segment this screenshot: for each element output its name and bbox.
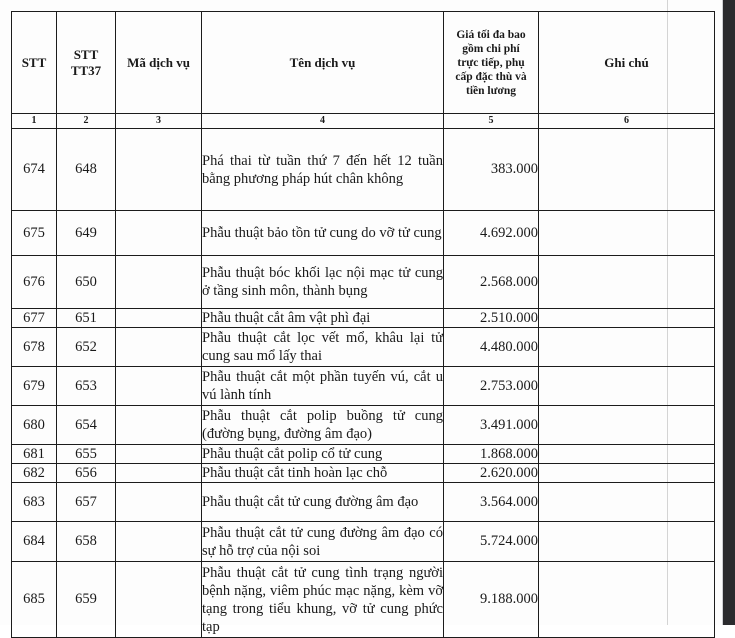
viewer-dark-edge	[723, 0, 735, 625]
cell-stt-tt37: 648	[57, 129, 116, 211]
cell-ten-dich-vu: Phẫu thuật cắt tử cung đường âm đạo có sự hỗ trợ của nội soi	[202, 522, 444, 562]
cell-ma-dich-vu	[116, 464, 202, 483]
cell-ten-dich-vu: Phẫu thuật cắt polip cổ tử cung	[202, 445, 444, 464]
header-ten-dich-vu: Tên dịch vụ	[202, 12, 444, 114]
cell-ten-dich-vu: Phẫu thuật cắt một phần tuyến vú, cắt u vú lành tính	[202, 367, 444, 406]
cell-gia: 383.000	[444, 129, 539, 211]
cell-ghi-chu	[539, 256, 715, 309]
cell-ghi-chu	[539, 309, 715, 328]
cell-stt: 675	[12, 211, 57, 256]
cell-gia: 3.564.000	[444, 483, 539, 522]
header-price-line: gồm chi phí	[462, 42, 520, 55]
cell-stt-tt37: 650	[57, 256, 116, 309]
cell-ghi-chu	[539, 367, 715, 406]
cell-gia: 2.753.000	[444, 367, 539, 406]
table-row	[12, 256, 715, 309]
cell-gia: 4.480.000	[444, 328, 539, 367]
cell-stt-tt37: 656	[57, 464, 116, 483]
table-row	[12, 445, 715, 464]
cell-stt: 681	[12, 445, 57, 464]
table-row	[12, 211, 715, 256]
cell-stt: 677	[12, 309, 57, 328]
cell-gia: 4.692.000	[444, 211, 539, 256]
cell-ten-dich-vu: Phẫu thuật cắt âm vật phì đại	[202, 309, 444, 328]
cell-ten-dich-vu: Phẫu thuật bảo tồn tử cung do vỡ tử cung	[202, 211, 444, 256]
table-row	[12, 367, 715, 406]
cell-ma-dich-vu	[116, 256, 202, 309]
cell-ghi-chu	[539, 562, 715, 638]
cell-ma-dich-vu	[116, 328, 202, 367]
table-row	[12, 129, 715, 211]
cell-stt-tt37: 659	[57, 562, 116, 638]
header-price-line: trực tiếp, phụ	[457, 56, 525, 69]
cell-ma-dich-vu	[116, 562, 202, 638]
cell-stt-tt37: 657	[57, 483, 116, 522]
column-number: 4	[202, 114, 444, 129]
table-row	[12, 562, 715, 638]
column-number: 6	[539, 114, 715, 129]
cell-stt: 680	[12, 406, 57, 445]
cell-gia: 3.491.000	[444, 406, 539, 445]
table-row	[12, 406, 715, 445]
header-price-line: cấp đặc thù và	[455, 70, 527, 83]
column-number-row	[12, 114, 715, 129]
cell-ma-dich-vu	[116, 211, 202, 256]
cell-stt-tt37: 652	[57, 328, 116, 367]
cell-gia: 5.724.000	[444, 522, 539, 562]
cell-gia: 2.568.000	[444, 256, 539, 309]
table-row	[12, 522, 715, 562]
cell-stt-tt37: 655	[57, 445, 116, 464]
cell-ten-dich-vu: Phẫu thuật cắt tinh hoàn lạc chỗ	[202, 464, 444, 483]
column-number: 5	[444, 114, 539, 129]
header-row	[12, 12, 715, 114]
cell-stt-tt37: 654	[57, 406, 116, 445]
cell-ma-dich-vu	[116, 522, 202, 562]
cell-ten-dich-vu: Phá thai từ tuần thứ 7 đến hết 12 tuần bằng phương pháp hút chân không	[202, 129, 444, 211]
header-stt-tt37-line2: TT37	[70, 62, 102, 78]
cell-gia: 9.188.000	[444, 562, 539, 638]
cell-ten-dich-vu: Phẫu thuật bóc khối lạc nội mạc tử cung ở tầng sinh môn, thành bụng	[202, 256, 444, 309]
table-body	[12, 129, 715, 638]
cell-gia: 2.620.000	[444, 464, 539, 483]
cell-ten-dich-vu: Phẫu thuật cắt polip buồng tử cung (đường bụng, đường âm đạo)	[202, 406, 444, 445]
header-stt-tt37	[57, 12, 116, 114]
cell-stt: 674	[12, 129, 57, 211]
cell-stt-tt37: 658	[57, 522, 116, 562]
cell-ma-dich-vu	[116, 309, 202, 328]
cell-stt: 679	[12, 367, 57, 406]
column-number: 1	[12, 114, 57, 129]
cell-stt: 676	[12, 256, 57, 309]
cell-gia: 2.510.000	[444, 309, 539, 328]
cell-ten-dich-vu: Phẫu thuật cắt lọc vết mổ, khâu lại tử cung sau mổ lấy thai	[202, 328, 444, 367]
cell-ghi-chu	[539, 129, 715, 211]
cell-stt-tt37: 653	[57, 367, 116, 406]
cell-stt: 682	[12, 464, 57, 483]
table-row	[12, 328, 715, 367]
cell-ghi-chu	[539, 445, 715, 464]
cell-ghi-chu	[539, 522, 715, 562]
cell-gia: 1.868.000	[444, 445, 539, 464]
cell-stt: 683	[12, 483, 57, 522]
cell-ma-dich-vu	[116, 406, 202, 445]
cell-ten-dich-vu: Phẫu thuật cắt tử cung tình trạng người bệnh nặng, viêm phúc mạc nặng, kèm vỡ tạng trong tiểu khung, vỡ tử cung phức tạp	[202, 562, 444, 638]
cell-ma-dich-vu	[116, 367, 202, 406]
column-number: 3	[116, 114, 202, 129]
cell-ghi-chu	[539, 464, 715, 483]
service-price-table	[11, 11, 715, 638]
cell-ma-dich-vu	[116, 483, 202, 522]
header-ghi-chu: Ghi chú	[539, 12, 715, 114]
header-price-line: Giá tối đa bao	[456, 28, 526, 41]
header-gia-toi-da	[444, 12, 539, 114]
header-price-line: tiền lương	[465, 84, 516, 97]
cell-ghi-chu	[539, 406, 715, 445]
cell-stt: 685	[12, 562, 57, 638]
table-row	[12, 464, 715, 483]
cell-ma-dich-vu	[116, 129, 202, 211]
cell-ghi-chu	[539, 483, 715, 522]
header-stt: STT	[12, 12, 57, 114]
cell-stt: 678	[12, 328, 57, 367]
cell-stt: 684	[12, 522, 57, 562]
table-row	[12, 483, 715, 522]
column-number: 2	[57, 114, 116, 129]
cell-ma-dich-vu	[116, 445, 202, 464]
table-row	[12, 309, 715, 328]
header-stt-tt37-line1: STT	[73, 46, 99, 62]
header-ma-dich-vu: Mã dịch vụ	[116, 12, 202, 114]
cell-stt-tt37: 649	[57, 211, 116, 256]
cell-ten-dich-vu: Phẫu thuật cắt tử cung đường âm đạo	[202, 483, 444, 522]
cell-ghi-chu	[539, 211, 715, 256]
cell-stt-tt37: 651	[57, 309, 116, 328]
cell-ghi-chu	[539, 328, 715, 367]
